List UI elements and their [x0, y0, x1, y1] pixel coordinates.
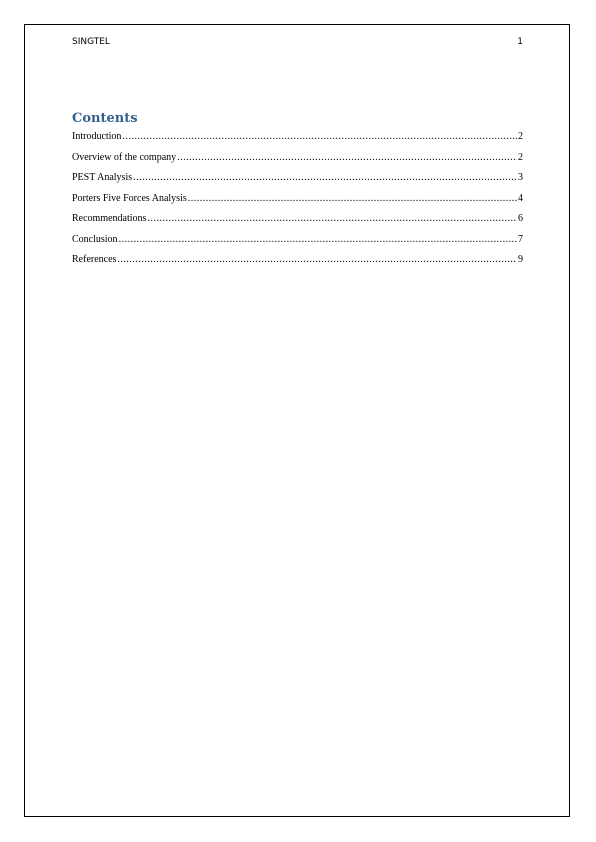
toc-entry-pest-analysis[interactable]	[72, 171, 523, 192]
toc-dot-leader	[147, 212, 517, 226]
toc-entry-title: Conclusion	[72, 233, 118, 245]
toc-entry-page: 4	[518, 192, 523, 204]
toc-dot-leader	[177, 151, 517, 165]
header-page-number: 1	[517, 37, 523, 47]
toc-entry-page: 2	[518, 151, 523, 163]
toc-dot-leader	[117, 253, 517, 267]
toc-entry-five-forces[interactable]	[72, 192, 523, 213]
toc-entry-references[interactable]	[72, 253, 523, 274]
toc-entry-page: 3	[518, 172, 523, 183]
toc-entry-overview[interactable]	[72, 151, 523, 172]
toc-dot-leader	[133, 171, 517, 185]
toc-dot-leader	[188, 192, 517, 206]
toc-entry-title: Overview of the company	[72, 151, 177, 163]
toc-entry-page: 9	[518, 254, 523, 265]
toc-entry-page: 2	[518, 131, 523, 142]
toc-entry-conclusion[interactable]	[72, 233, 523, 254]
toc-dot-leader	[119, 233, 517, 247]
toc-entry-introduction[interactable]	[72, 130, 523, 151]
toc-entry-page: 6	[518, 213, 523, 224]
toc-entry-title: PEST Analysis	[72, 172, 133, 183]
toc-entry-recommendations[interactable]	[72, 212, 523, 233]
table-of-contents	[72, 130, 523, 274]
toc-entry-title: Recommendations	[72, 213, 147, 224]
toc-entry-title: References	[72, 254, 117, 265]
toc-entry-page: 7	[518, 233, 523, 245]
toc-entry-title: Introduction	[72, 131, 122, 142]
page-header	[72, 37, 523, 51]
toc-dot-leader	[122, 130, 517, 144]
toc-entry-title: Porters Five Forces Analysis	[72, 192, 187, 204]
toc-heading: Contents	[72, 111, 138, 126]
header-title: SINGTEL	[72, 37, 110, 47]
